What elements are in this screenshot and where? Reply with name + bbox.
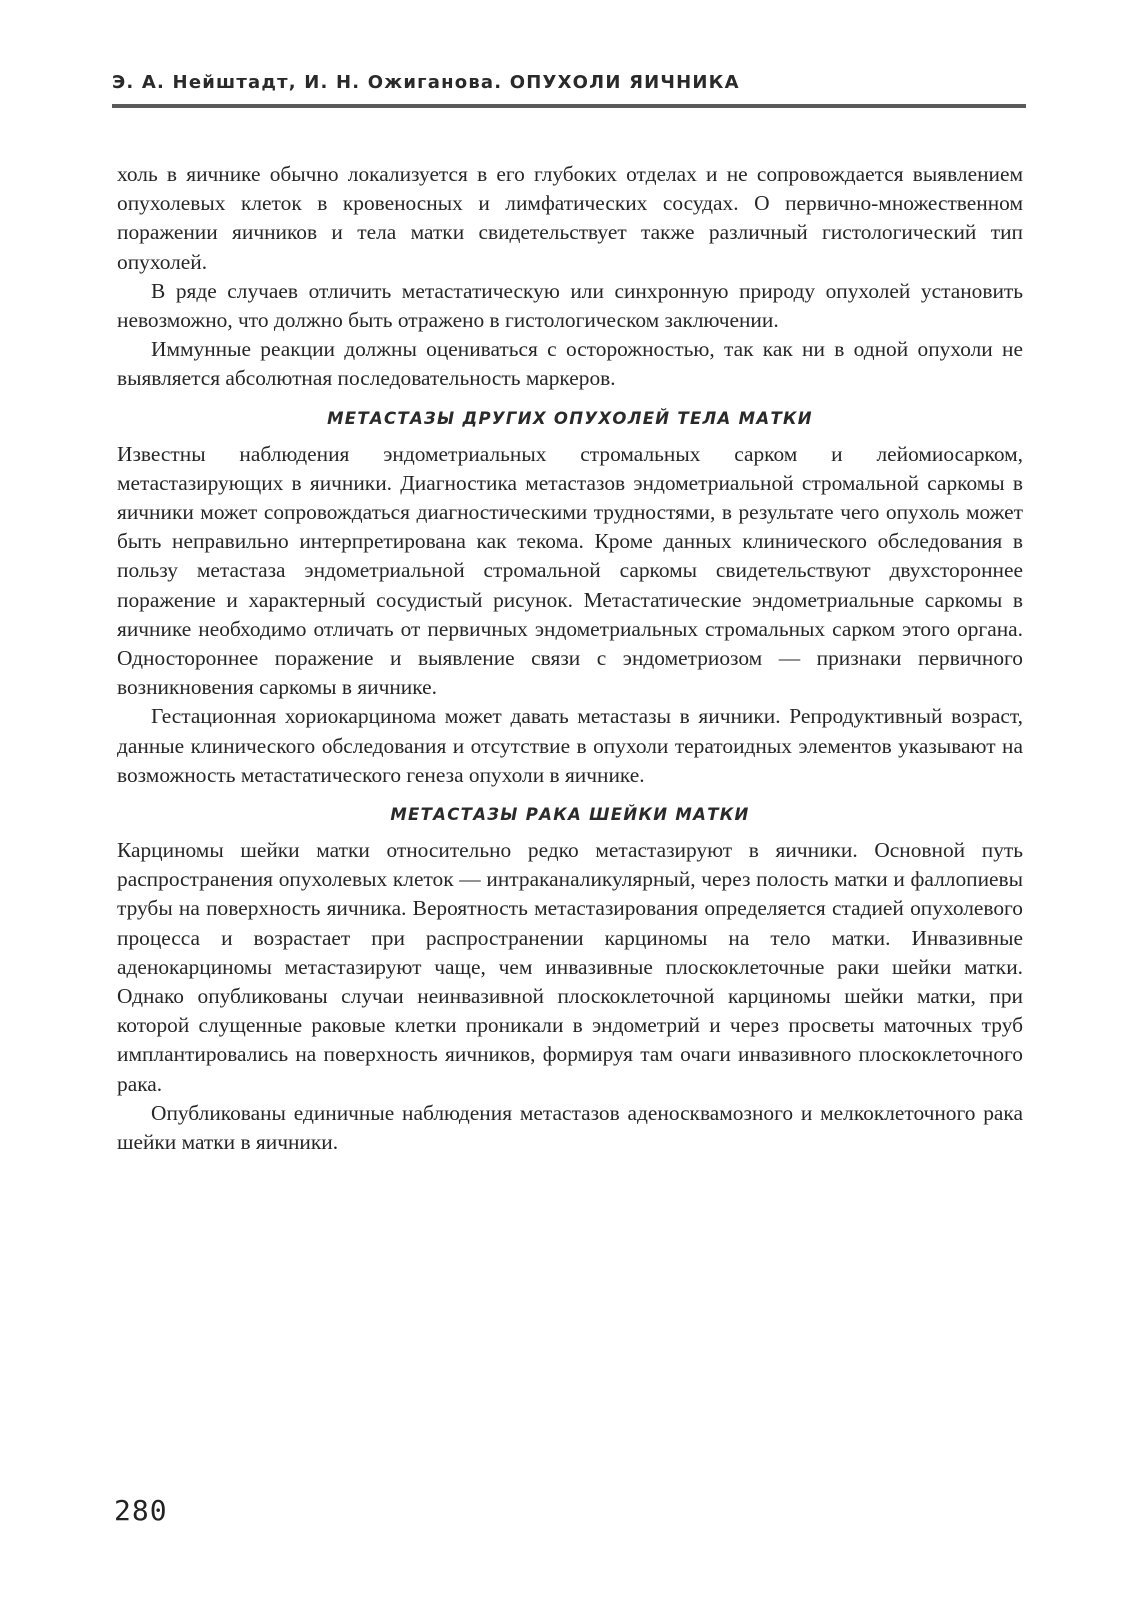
paragraph: Известны наблюдения эндометриальных стромальных сарком и лейомиосарком, метастазирующих в яичники. Диагностика метастазов эндометриальной стромальной саркомы в яичники может сопровождаться диагностическими трудностями, в результате чего опухоль может быть неправильно интерпретирована как текома. Кроме данных клинического обследования в пользу метастаза эндометриальной стромальной саркомы свидетельствуют двухстороннее поражение и характерный сосудистый рисунок. Метастатические эндометриальные саркомы в яичнике необходимо отличать от первичных эндометриальных стромальных сарком этого органа. Одностороннее поражение и выявление связи с эндометриозом — признаки первичного возникновения саркомы в яичнике. <box>117 441 1023 700</box>
running-head: Э. А. Нейштадт, И. Н. Ожиганова. ОПУХОЛИ ЯИЧНИКА <box>112 72 740 93</box>
section-heading: МЕТАСТАЗЫ ДРУГИХ ОПУХОЛЕЙ ТЕЛА МАТКИ <box>327 408 813 428</box>
page-number: 280 <box>114 1494 168 1527</box>
main-text <box>117 160 1023 1157</box>
header-rule <box>112 104 1026 108</box>
paragraph: Иммунные реакции должны оцениваться с осторожностью, так как ни в одной опухоли не выявляется абсолютная последовательность маркеров. <box>117 337 1023 391</box>
paragraph: холь в яичнике обычно локализуется в его глубоких отделах и не сопровождается выявлением опухолевых клеток в кровеносных и лимфатических сосудах. О первично-множественном поражении яичников и тела матки свидетельствует также различный гистологический тип опухолей. <box>117 162 1023 274</box>
paragraph: В ряде случаев отличить метастатическую или синхронную природу опухолей установить невозможно, что должно быть отражено в гистологическом заключении. <box>117 278 1023 333</box>
paragraph: Гестационная хориокарцинома может давать метастазы в яичники. Репродуктивный возраст, данные клинического обследования и отсутствие в опухоли тератоидных элементов указывают на возможность метастатического генеза опухоли в яичнике. <box>117 704 1023 787</box>
paragraph: Карциномы шейки матки относительно редко метастазируют в яичники. Основной путь распространения опухолевых клеток — интраканаликулярный, через полость матки и фаллопиевы трубы на поверхность яичника. Вероятность метастазирования определяется стадией опухолевого процесса и возрастает при распространении карциномы на тело матки. Инвазивные аденокарциномы метастазируют чаще, чем инвазивные плоскоклеточные раки шейки матки. Однако опубликованы случаи неинвазивной плоскоклеточной карциномы шейки матки, при которой слущенные раковые клетки проникали в эндометрий и через просветы маточных труб имплантировались на поверхность яичников, формируя там очаги инвазивного плоскоклеточного рака. <box>117 838 1023 1096</box>
section-heading: МЕТАСТАЗЫ РАКА ШЕЙКИ МАТКИ <box>390 805 750 825</box>
paragraph: Опубликованы единичные наблюдения метастазов аденосквамозного и мелкоклеточного рака шейки матки в яичники. <box>117 1100 1023 1155</box>
